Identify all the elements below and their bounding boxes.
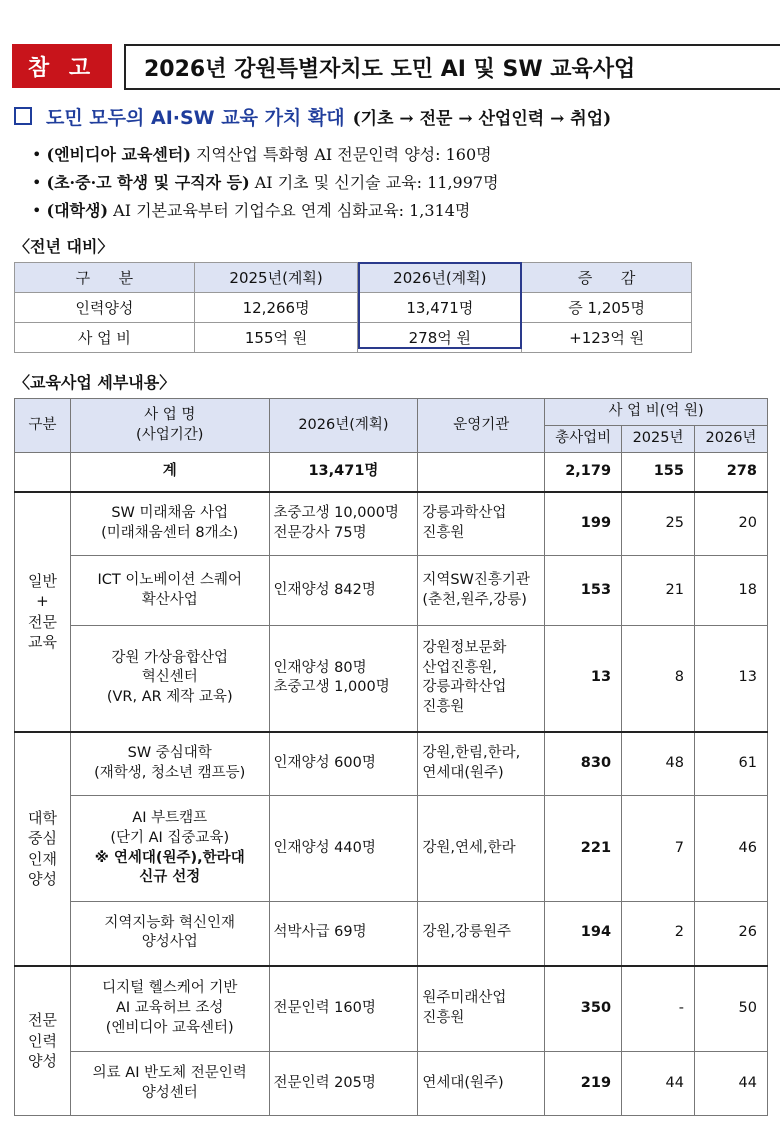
project-plan: 인재양성 80명 초중고생 1,000명 — [269, 626, 418, 732]
checkbox-square-icon — [14, 107, 32, 125]
header — [12, 44, 772, 90]
project-2025: 8 — [622, 626, 695, 732]
total-label: 계 — [70, 453, 269, 492]
table-cell: 12,266명 — [194, 293, 358, 323]
table-row — [15, 323, 692, 353]
total-2025: 155 — [622, 453, 695, 492]
project-total: 219 — [545, 1052, 622, 1116]
bullet-text: AI 기초 및 신기술 교육: 11,997명 — [249, 173, 499, 192]
project-2025: 48 — [622, 732, 695, 796]
bullet-item: • (대학생) AI 기본교육부터 기업수요 연계 심화교육: 1,314명 — [32, 201, 471, 220]
project-2025: 25 — [622, 492, 695, 556]
column-header: 2026년(계획) — [358, 263, 522, 293]
project-2026: 18 — [695, 556, 768, 626]
column-header: 총사업비 — [545, 426, 622, 453]
column-header: 2025년 — [622, 426, 695, 453]
project-plan: 인재양성 440명 — [269, 796, 418, 902]
group-label: 전문 인력 양성 — [15, 966, 71, 1116]
project-2026: 50 — [695, 966, 768, 1052]
document-title: 2026년 강원특별자치도 도민 AI 및 SW 교육사업 — [124, 44, 780, 90]
column-header: 사 업 명 (사업기간) — [70, 399, 269, 453]
column-header: 2025년(계획) — [194, 263, 358, 293]
project-plan: 인재양성 600명 — [269, 732, 418, 796]
project-org: 강원,연세,한라 — [418, 796, 545, 902]
project-2025: 44 — [622, 1052, 695, 1116]
total-budget: 2,179 — [545, 453, 622, 492]
table-cell: 155억 원 — [194, 323, 358, 353]
project-total: 194 — [545, 902, 622, 966]
column-header: 구 분 — [15, 263, 195, 293]
reference-badge: 참 고 — [12, 44, 112, 88]
project-2025: 2 — [622, 902, 695, 966]
bullet-item: • (엔비디아 교육센터) 지역산업 특화형 AI 전문인력 양성: 160명 — [32, 145, 492, 164]
group-label: 대학 중심 인재 양성 — [15, 732, 71, 966]
project-note: ※ 연세대(원주),한라대 신규 선정 — [94, 849, 245, 886]
column-header: 2026년(계획) — [269, 399, 418, 453]
table-header-row — [15, 263, 692, 293]
project-org: 강원,강릉원주 — [418, 902, 545, 966]
group-label: 일반 + 전문 교육 — [15, 492, 71, 732]
project-2026: 46 — [695, 796, 768, 902]
detail-heading: 〈교육사업 세부내용〉 — [14, 373, 176, 392]
project-2026: 26 — [695, 902, 768, 966]
project-total: 153 — [545, 556, 622, 626]
bullet-bold: (대학생) — [46, 201, 109, 220]
bullet-bold: (엔비디아 교육센터) — [46, 145, 191, 164]
project-2026: 61 — [695, 732, 768, 796]
table-row — [15, 293, 692, 323]
total-row — [15, 453, 768, 492]
project-org: 강원정보문화 산업진흥원, 강릉과학산업 진흥원 — [418, 626, 545, 732]
project-total: 221 — [545, 796, 622, 902]
table-cell: 사 업 비 — [15, 323, 195, 353]
project-name: 의료 AI 반도체 전문인력 양성센터 — [70, 1052, 269, 1116]
project-plan: 인재양성 842명 — [269, 556, 418, 626]
project-2026: 44 — [695, 1052, 768, 1116]
table-row — [15, 626, 768, 732]
project-name: SW 미래채움 사업 (미래채움센터 8개소) — [70, 492, 269, 556]
table-row — [15, 902, 768, 966]
project-2026: 13 — [695, 626, 768, 732]
table-row — [15, 966, 768, 1052]
project-plan: 전문인력 160명 — [269, 966, 418, 1052]
project-name: AI 부트캠프 (단기 AI 집중교육) — [110, 810, 230, 846]
column-header: 운영기관 — [418, 399, 545, 453]
project-name: 강원 가상융합산업 혁신센터 (VR, AR 제작 교육) — [70, 626, 269, 732]
bullet-item: • (초·중·고 학생 및 구직자 등) AI 기초 및 신기술 교육: 11,997명 — [32, 173, 499, 192]
table-cell: +123억 원 — [522, 323, 692, 353]
table-row — [15, 492, 768, 556]
section-heading — [14, 102, 774, 130]
project-total: 13 — [545, 626, 622, 732]
project-org: 강릉과학산업 진흥원 — [418, 492, 545, 556]
table-cell — [15, 453, 71, 492]
bullet-bold: (초·중·고 학생 및 구직자 등) — [46, 173, 250, 192]
section-path: (기초 → 전문 → 산업인력 → 취업) — [352, 108, 612, 129]
project-name-cell — [70, 796, 269, 902]
table-header-row — [15, 399, 768, 426]
project-org: 연세대(원주) — [418, 1052, 545, 1116]
project-2025: 21 — [622, 556, 695, 626]
column-header: 사 업 비(억 원) — [545, 399, 768, 426]
project-name: ICT 이노베이션 스퀘어 확산사업 — [70, 556, 269, 626]
project-org: 강원,한림,한라, 연세대(원주) — [418, 732, 545, 796]
column-header: 2026년 — [695, 426, 768, 453]
project-total: 830 — [545, 732, 622, 796]
table-cell — [418, 453, 545, 492]
section-title: 도민 모두의 AI·SW 교육 가치 확대 — [46, 106, 345, 129]
table-cell: 인력양성 — [15, 293, 195, 323]
comparison-table — [14, 262, 692, 353]
column-header: 증 감 — [522, 263, 692, 293]
table-row — [15, 556, 768, 626]
project-plan: 전문인력 205명 — [269, 1052, 418, 1116]
project-plan: 초중고생 10,000명 전문강사 75명 — [269, 492, 418, 556]
project-org: 지역SW진흥기관 (춘천,원주,강릉) — [418, 556, 545, 626]
project-total: 199 — [545, 492, 622, 556]
project-name: 디지털 헬스케어 기반 AI 교육허브 조성 (엔비디아 교육센터) — [70, 966, 269, 1052]
column-header: 구분 — [15, 399, 71, 453]
project-name: 지역지능화 혁신인재 양성사업 — [70, 902, 269, 966]
table-row — [15, 796, 768, 902]
project-2025: - — [622, 966, 695, 1052]
total-plan: 13,471명 — [269, 453, 418, 492]
table-row — [15, 732, 768, 796]
project-total: 350 — [545, 966, 622, 1052]
bullet-text: AI 기본교육부터 기업수요 연계 심화교육: 1,314명 — [108, 201, 471, 220]
table-cell: 증 1,205명 — [522, 293, 692, 323]
table-cell: 13,471명 — [358, 293, 522, 323]
project-plan: 석박사급 69명 — [269, 902, 418, 966]
project-2025: 7 — [622, 796, 695, 902]
project-name: SW 중심대학 (재학생, 청소년 캠프등) — [70, 732, 269, 796]
table-cell: 278억 원 — [358, 323, 522, 353]
table-row — [15, 1052, 768, 1116]
detail-table — [14, 398, 768, 1116]
project-org: 원주미래산업 진흥원 — [418, 966, 545, 1052]
compare-heading: 〈전년 대비〉 — [14, 237, 114, 256]
total-2026: 278 — [695, 453, 768, 492]
bullet-text: 지역산업 특화형 AI 전문인력 양성: 160명 — [190, 145, 492, 164]
project-2026: 20 — [695, 492, 768, 556]
